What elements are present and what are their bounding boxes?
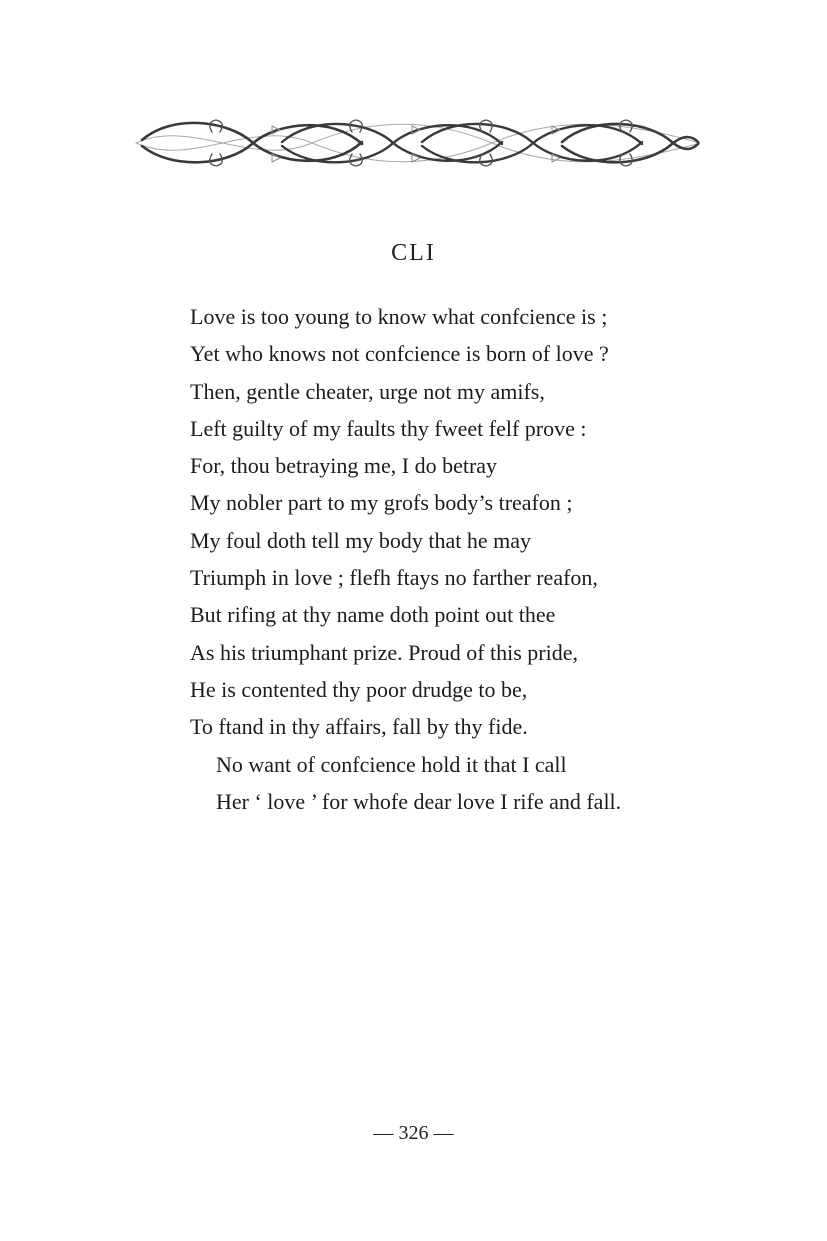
- poem-line: Yet who knows not confcience is born of love ?: [190, 341, 609, 367]
- sonnet-text: [190, 298, 690, 820]
- poem-line: No want of confcience hold it that I call: [216, 751, 567, 777]
- poem-line: Left guilty of my faults thy fweet felf prove :: [190, 415, 587, 441]
- poem-line: Her ‘ love ’ for whofe dear love I rife and fall.: [216, 788, 622, 814]
- poem-line: But rifing at thy name doth point out thee: [190, 602, 556, 628]
- poem-line: My foul doth tell my body that he may: [190, 527, 531, 553]
- decorative-ornament-band: [132, 112, 704, 174]
- poem-line: As his triumphant prize. Proud of this pride,: [190, 639, 579, 665]
- page-number: — 326 —: [373, 1122, 454, 1144]
- sonnet-number-heading: CLI: [391, 240, 436, 266]
- poem-line: Triumph in love ; flefh ftays no farther reafon,: [190, 565, 598, 591]
- poem-line: For, thou betraying me, I do betray: [190, 453, 498, 479]
- poem-line: To ftand in thy affairs, fall by thy fide.: [190, 714, 528, 740]
- scroll-ornament-icon: [132, 112, 704, 174]
- poem-line: Love is too young to know what confcience is ;: [190, 304, 608, 329]
- poem-line: Then, gentle cheater, urge not my amifs,: [190, 378, 545, 404]
- poem-line: He is contented thy poor drudge to be,: [190, 676, 528, 702]
- poem-line: My nobler part to my grofs body’s treafon ;: [190, 490, 573, 516]
